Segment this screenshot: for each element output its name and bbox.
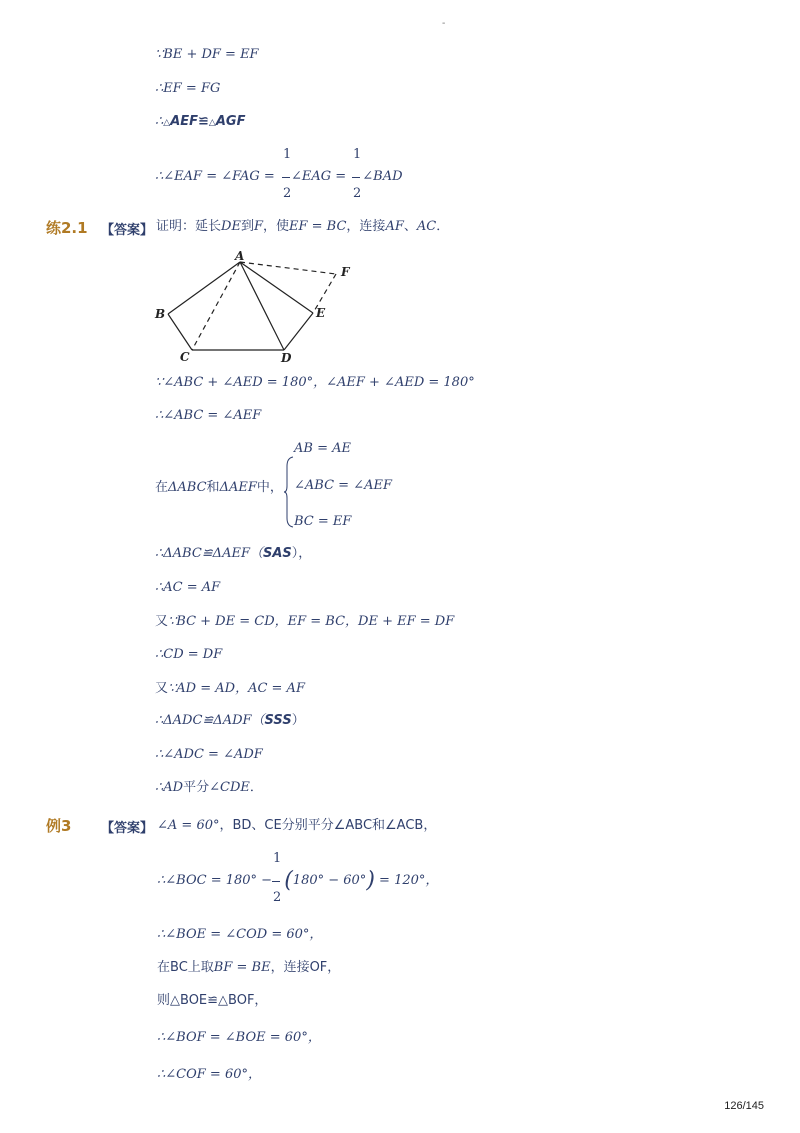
- proof-line: ∴CD = DF: [155, 647, 223, 662]
- paren-close-icon: ): [366, 868, 375, 893]
- text: ，使: [262, 219, 289, 234]
- fraction-denominator: 2: [283, 186, 292, 201]
- paren-open-icon: (: [284, 868, 293, 893]
- fraction-numerator: 1: [273, 851, 282, 866]
- equation-part: ∠EAG =: [290, 169, 351, 184]
- proof-line: [155, 480, 283, 496]
- text: ，连接: [346, 219, 386, 234]
- point-label-e: E: [316, 306, 326, 320]
- segment: AD: [163, 780, 184, 795]
- segment: AC: [416, 219, 437, 234]
- proof-line: ∴EF = FG: [155, 81, 221, 96]
- point-label-b: B: [155, 307, 166, 321]
- proof-line: [155, 780, 263, 796]
- point: F: [253, 219, 263, 234]
- text: 在BC上取: [157, 960, 214, 975]
- text: 又: [155, 681, 169, 696]
- system-line: AB = AE: [294, 441, 351, 456]
- text: ．: [436, 219, 450, 234]
- proof-line: [157, 960, 340, 976]
- proof-line: ∴∠BOE = ∠COD = 60°，: [157, 927, 323, 942]
- equation-part: = 120°，: [374, 873, 439, 888]
- text: 到: [240, 219, 254, 234]
- answer-tag: 【答案】: [101, 223, 154, 238]
- system-line: ∠ABC = ∠AEF: [294, 478, 392, 493]
- triangle-icon: △: [163, 118, 171, 128]
- fraction-numerator: 1: [283, 147, 292, 162]
- proof-line: 则△BOE≌△BOF，: [157, 993, 268, 1008]
- system-line: BC = EF: [294, 514, 352, 529]
- triangle-icon: △: [208, 118, 216, 128]
- point-label-f: F: [341, 265, 350, 279]
- proof-line: [155, 546, 311, 562]
- equation-part: ∵AD = AD，AC = AF: [168, 681, 305, 696]
- proof-line: ∴∠COF = 60°，: [157, 1067, 261, 1082]
- triangle-name: AGF: [215, 114, 246, 129]
- proof-line: ∵∠ABC + ∠AED = 180°，∠AEF + ∠AED = 180°: [155, 375, 475, 390]
- equation-part: ∠A = 60°: [157, 818, 220, 833]
- equation-part: 180° − 60°: [292, 873, 367, 888]
- proof-intro: [156, 219, 449, 235]
- proof-line: [157, 818, 436, 834]
- text: ，BD、CE分别平分∠ABC和∠ACB，: [219, 818, 437, 833]
- point-label-a: A: [235, 250, 245, 263]
- proof-line: [155, 614, 454, 630]
- fraction-bar: [352, 177, 360, 178]
- text: ∴: [155, 780, 164, 795]
- proof-line: ∴∠ADC = ∠ADF: [155, 747, 263, 762]
- text: 中，: [256, 480, 283, 495]
- fraction-bar: [282, 177, 290, 178]
- criterion: SAS: [262, 546, 292, 561]
- equation-part: ∴∠BOC = 180° −: [157, 873, 277, 888]
- equation-part: ∴ΔADC≌ΔADF（: [155, 713, 265, 728]
- equation-part: BF = BE: [213, 960, 271, 975]
- edge-ea: [240, 262, 313, 313]
- edge-ab: [168, 262, 240, 314]
- text: 、: [403, 219, 417, 234]
- page-number: 126/145: [724, 1100, 764, 1112]
- proof-line: [157, 868, 439, 893]
- proof-line: [155, 681, 305, 697]
- segment: AF: [385, 219, 404, 234]
- triangle-name: ΔAEF: [219, 480, 257, 495]
- example-label: 例3: [46, 817, 72, 835]
- point-label-c: C: [180, 350, 190, 364]
- criterion: SSS: [264, 713, 292, 728]
- point-label-d: D: [281, 351, 292, 365]
- proof-line: [155, 713, 305, 729]
- answer-tag: 【答案】: [101, 821, 154, 836]
- triangle-name: AEF≌: [170, 114, 209, 129]
- edge-bc: [168, 314, 192, 350]
- text: 在: [155, 480, 169, 495]
- edge-ad: [240, 262, 284, 350]
- fraction-denominator: 2: [353, 186, 362, 201]
- therefore-symbol: ∴: [155, 114, 164, 129]
- geometry-figure: [150, 250, 370, 370]
- fraction-bar: [272, 881, 280, 882]
- proof-line: [155, 114, 245, 131]
- proof-line: ∴∠ABC = ∠AEF: [155, 408, 262, 423]
- equation: EF = BC: [289, 219, 347, 234]
- proof-line: ∴∠BOF = ∠BOE = 60°，: [157, 1030, 321, 1045]
- text: 又: [155, 614, 169, 629]
- text: 和: [206, 480, 220, 495]
- proof-line: ∵BE + DF = EF: [155, 47, 259, 62]
- fraction-denominator: 2: [273, 890, 282, 905]
- text: 证明：延长: [156, 219, 222, 234]
- equation-part: ∴∠EAF = ∠FAG =: [155, 169, 279, 184]
- header-mark: -: [442, 18, 446, 29]
- edge-de: [284, 313, 313, 350]
- proof-line: [155, 169, 403, 185]
- text: ），: [291, 546, 312, 561]
- edge-ac-dashed: [192, 262, 240, 350]
- text: ）: [291, 713, 305, 728]
- text: 平分: [183, 780, 210, 795]
- equation-part: ∵BC + DE = CD，EF = BC，DE + EF = DF: [168, 614, 455, 629]
- exercise-label: 练2.1: [46, 219, 88, 237]
- text: ．: [249, 780, 263, 795]
- segment: DE: [221, 219, 241, 234]
- text: ，连接OF，: [270, 960, 341, 975]
- fraction-numerator: 1: [353, 147, 362, 162]
- equation-part: ∠BAD: [362, 169, 403, 184]
- equation-part: ∴ΔABC≌ΔAEF（: [155, 546, 263, 561]
- angle: ∠CDE: [209, 780, 250, 795]
- proof-line: ∴AC = AF: [155, 580, 221, 595]
- triangle-name: ΔABC: [168, 480, 207, 495]
